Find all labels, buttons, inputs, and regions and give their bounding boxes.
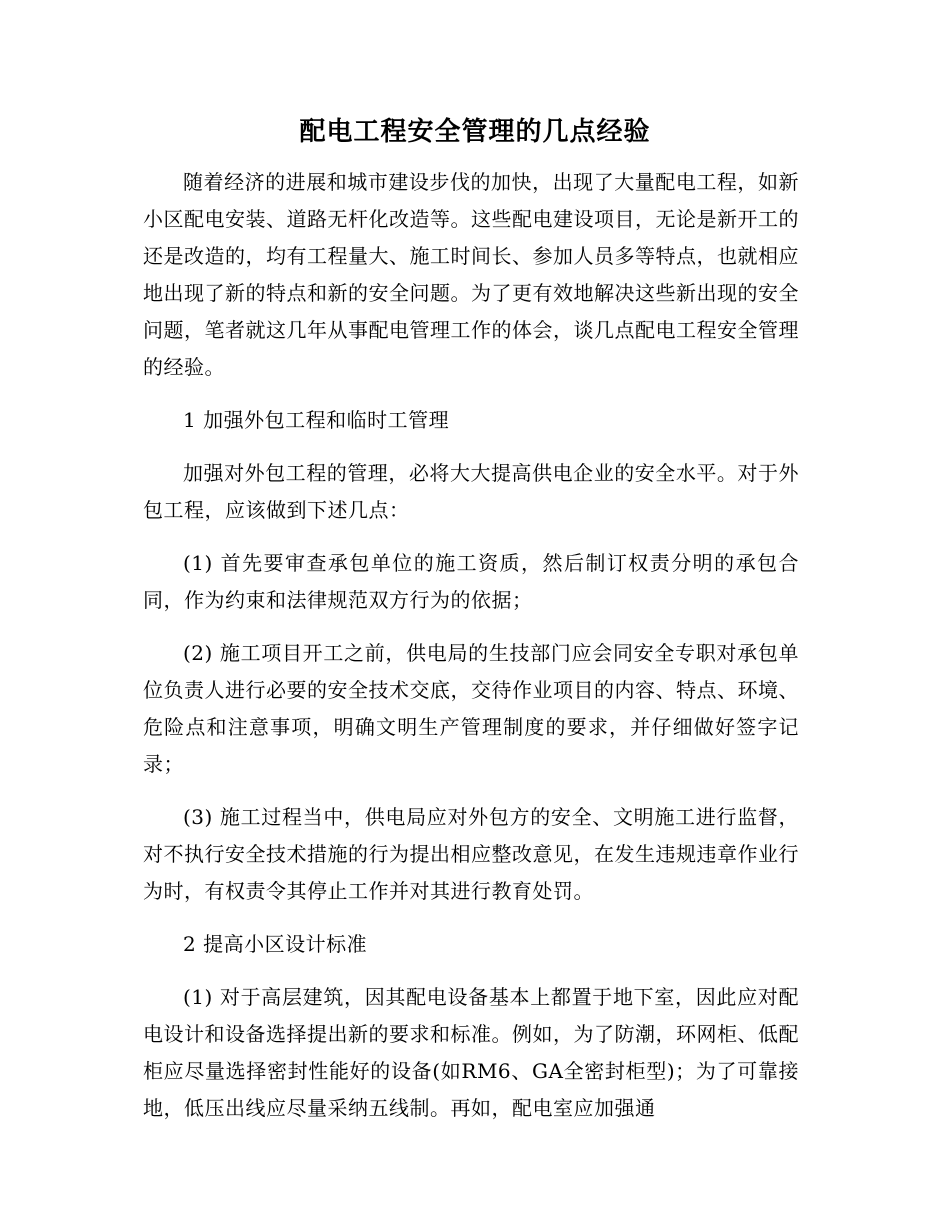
section-1-item-1: (1) 首先要审查承包单位的施工资质，然后制订权责分明的承包合同，作为约束和法律规范双方行为的依据； [143,551,799,612]
section-1-intro-paragraph: 加强对外包工程的管理，必将大大提高供电企业的安全水平。对于外包工程，应该做到下述几点： [143,461,799,522]
document-body [143,164,799,1143]
section-heading-1: 1 加强外包工程和临时工管理 [183,408,450,432]
section-heading-2: 2 提高小区设计标准 [183,932,368,956]
document-title: 配电工程安全管理的几点经验 [299,117,651,147]
section-1-item-3: (3) 施工过程当中，供电局应对外包方的安全、文明施工进行监督，对不执行安全技术措施的行为提出相应整改意见，在发生违规违章作业行为时，有权责令其停止工作并对其进行教育处罚。 [143,805,799,903]
section-2-item-1: (1) 对于高层建筑，因其配电设备基本上都置于地下室，因此应对配电设计和设备选择提出新的要求和标准。例如，为了防潮，环网柜、低配柜应尽量选择密封性能好的设备(如RM6、GA全密封柜型)；为了可靠接地，低压出线应尽量采纳五线制。再如，配电室应加强通 [143,985,799,1120]
section-1-item-2: (2) 施工项目开工之前，供电局的生技部门应会同安全专职对承包单位负责人进行必要的安全技术交底，交待作业项目的内容、特点、环境、危险点和注意事项，明确文明生产管理制度的要求，并仔细做好签字记录； [143,641,799,776]
intro-paragraph: 随着经济的进展和城市建设步伐的加快，出现了大量配电工程，如新小区配电安装、道路无杆化改造等。这些配电建设项目，无论是新开工的还是改造的，均有工程量大、施工时间长、参加人员多等特点，也就相应地出现了新的特点和新的安全问题。为了更有效地解决这些新出现的安全问题，笔者就这几年从事配电管理工作的体会，谈几点配电工程安全管理的经验。 [143,170,799,379]
